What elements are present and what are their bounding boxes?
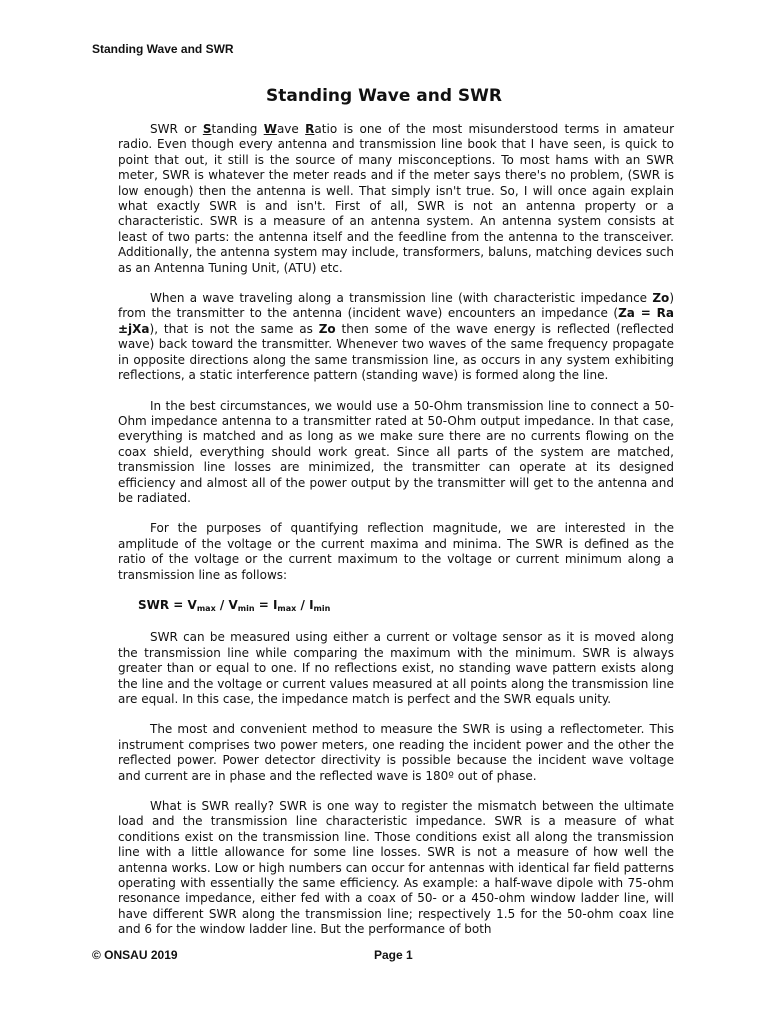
paragraph-reflectometer: The most and convenient method to measure the SWR is using a reflectometer. This instrument comprises two power meters, one reading the incident power and the other the reflected power. Power detector directivity is possible because the incident wave voltage and current are in phase and the reflected wave is 180º out of phase. [118, 722, 674, 783]
text-run: ) from the transmitter to the antenna (incident wave) encounters an impedance ( [118, 291, 674, 321]
acronym-letter-s: S [202, 122, 212, 136]
text-run: atio is one of the most misunderstood terms in amateur radio. Even though every antenna and transmission line book that I have seen, is quick to point that out, it still is the source of many misconceptions. To most hams with an SWR meter, SWR is whatever the meter reads and if the meter says there's no problem, (SWR is low enough) then the antenna is well. That simply isn't true. So, I will once again explain what exactly SWR is and isn't. First of all, SWR is not an antenna property or a characteristic. SWR is a measure of an antenna system. An antenna system consists at least of two parts: the antenna itself and the feedline from the antenna to the transceiver. Additionally, the antenna system may include, transformers, baluns, matching devices such as an Antenna Tuning Unit, (ATU) etc. [118, 122, 675, 275]
text-run: When a wave traveling along a transmission line (with characteristic impedance [150, 291, 653, 306]
text-run: ), that is not the same as [149, 321, 319, 336]
swr-formula [118, 598, 674, 616]
formula-part: SWR = V [138, 597, 197, 612]
formula-part: = I [254, 597, 278, 612]
text-run: tanding [211, 122, 264, 136]
paragraph-measurement: SWR can be measured using either a current or voltage sensor as it is moved along the transmission line while comparing the maximum with the minimum. SWR is always greater than or equal to one. If no reflections exist, no standing wave pattern exists along the line and the voltage or current values measured at all points along the transmission line are equal. In this case, the impedance match is perfect and the SWR equals unity. [118, 630, 674, 706]
paragraph-swr-intro [118, 122, 674, 276]
document-body [118, 122, 674, 955]
term-zo: Zo [652, 291, 670, 306]
term-za: Za = Ra ±jXa [118, 306, 675, 336]
term-zo: Zo [318, 321, 336, 336]
formula-subscript: min [313, 603, 331, 613]
footer-copyright: © ONSAU 2019 [92, 948, 178, 962]
formula-part: / I [296, 597, 314, 612]
text-run: SWR or [150, 122, 203, 136]
footer-page-number: Page 1 [374, 948, 413, 962]
formula-subscript: max [277, 603, 297, 613]
text-run: ave [276, 122, 306, 136]
paragraph-standing-wave [118, 291, 674, 383]
acronym-letter-w: W [263, 122, 277, 136]
text-run: then some of the wave energy is reflected (reflected wave) back toward the transmitter. Whenever two waves of the same frequency propagate in opposite directions along the same transmission line, as occurs in any system exhibiting reflections, a static interference pattern (standing wave) is formed along the line. [118, 321, 674, 383]
formula-subscript: min [237, 603, 255, 613]
formula-part: / V [215, 597, 238, 612]
paragraph-what-is-swr: What is SWR really? SWR is one way to register the mismatch between the ultimate load and the transmission line characteristic impedance. SWR is a measure of what conditions exist on the transmission line. Those conditions exist all along the transmission line with a little allowance for some line losses. SWR is not a measure of how well the antenna works. Low or high numbers can occur for antennas with identical far field patterns operating with essentially the same efficiency. As example: a half-wave dipole with 75-ohm resonance impedance, either fed with a coax of 50- or a 450-ohm window ladder line, will have different SWR along the transmission line; respectively 1.5 for the 50-ohm coax line and 6 for the window ladder line. But the performance of both [118, 799, 674, 937]
formula-subscript: max [196, 603, 216, 613]
paragraph-quantifying: For the purposes of quantifying reflection magnitude, we are interested in the amplitude of the voltage or the current maxima and minima. The SWR is defined as the ratio of the voltage or the current maximum to the voltage or current minimum along a transmission line as follows: [118, 521, 674, 582]
page-title: Standing Wave and SWR [265, 86, 503, 106]
paragraph-best-circumstances: In the best circumstances, we would use a 50-Ohm transmission line to connect a 50-Ohm impedance antenna to a transmitter rated at 50-Ohm output impedance. In that case, everything is matched and as long as we make sure there are no currents flowing on the coax shield, everything should work great. Since all parts of the system are matched, transmission line losses are minimized, the transmitter can operate at its designed efficiency and almost all of the power output by the transmitter will get to the antenna and be radiated. [118, 398, 674, 505]
running-header: Standing Wave and SWR [92, 42, 234, 56]
acronym-letter-r: R [305, 122, 315, 136]
